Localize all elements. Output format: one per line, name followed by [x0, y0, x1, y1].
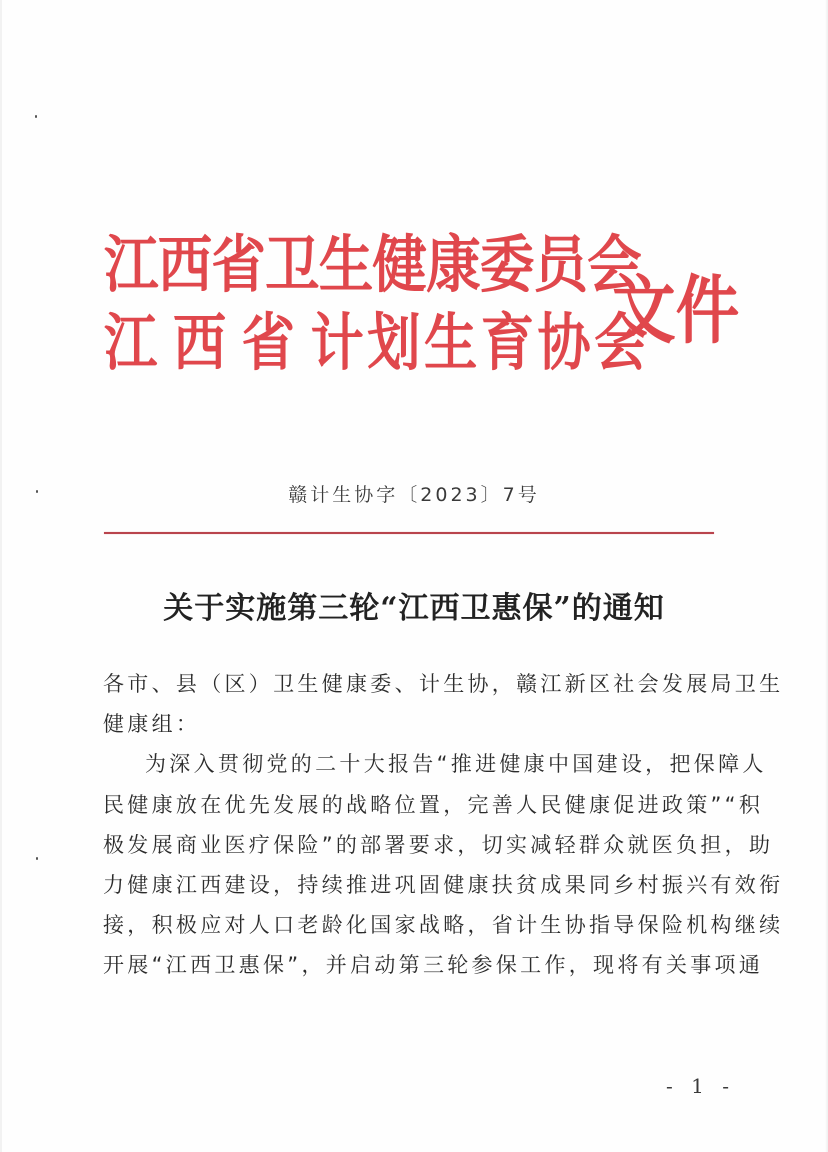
document-body [103, 664, 784, 986]
body-paragraph-line: 为深入贯彻党的二十大报告“推进健康中国建设，把保障人 [145, 752, 767, 777]
masthead-char: 江 [104, 306, 161, 379]
scan-speck [35, 115, 37, 118]
masthead-org-family-planning-association [104, 308, 651, 378]
masthead-org-health-commission: 江西省卫生健康委员会 [104, 228, 641, 301]
masthead-document-suffix: 文件 [612, 268, 740, 354]
masthead-char: 西 [172, 306, 230, 379]
red-separator-line [104, 532, 714, 534]
body-paragraph-line: 民健康放在优先发展的战略位置，完善人民健康促进政策”“积 [103, 792, 764, 817]
page-number: - 1 - [666, 1074, 735, 1098]
document-masthead [104, 228, 744, 388]
masthead-org-name: 计划生育协会 [310, 306, 652, 379]
body-paragraph-line: 开展“江西卫惠保”，并启动第三轮参保工作，现将有关事项通 [103, 953, 764, 978]
masthead-char: 省 [241, 306, 299, 379]
body-paragraph-line: 极发展商业医疗保险”的部署要求，切实减轻群众就医负担，助 [103, 832, 774, 857]
body-paragraph-line: 接，积极应对人口老龄化国家战略，省计生协指导保险机构继续 [103, 913, 784, 938]
document-title: 关于实施第三轮“江西卫惠保”的通知 [163, 591, 665, 626]
page-edge-left [0, 0, 2, 1152]
body-paragraph-line: 力健康江西建设，持续推进巩固健康扶贫成果同乡村振兴有效衔 [103, 872, 784, 897]
document-number: 赣计生协字〔2023〕7号 [288, 484, 540, 506]
addressee-line: 健康组： [103, 712, 201, 737]
addressee-line: 各市、县（区）卫生健康委、计生协，赣江新区社会发展局卫生 [103, 672, 784, 696]
scan-speck [36, 857, 38, 860]
